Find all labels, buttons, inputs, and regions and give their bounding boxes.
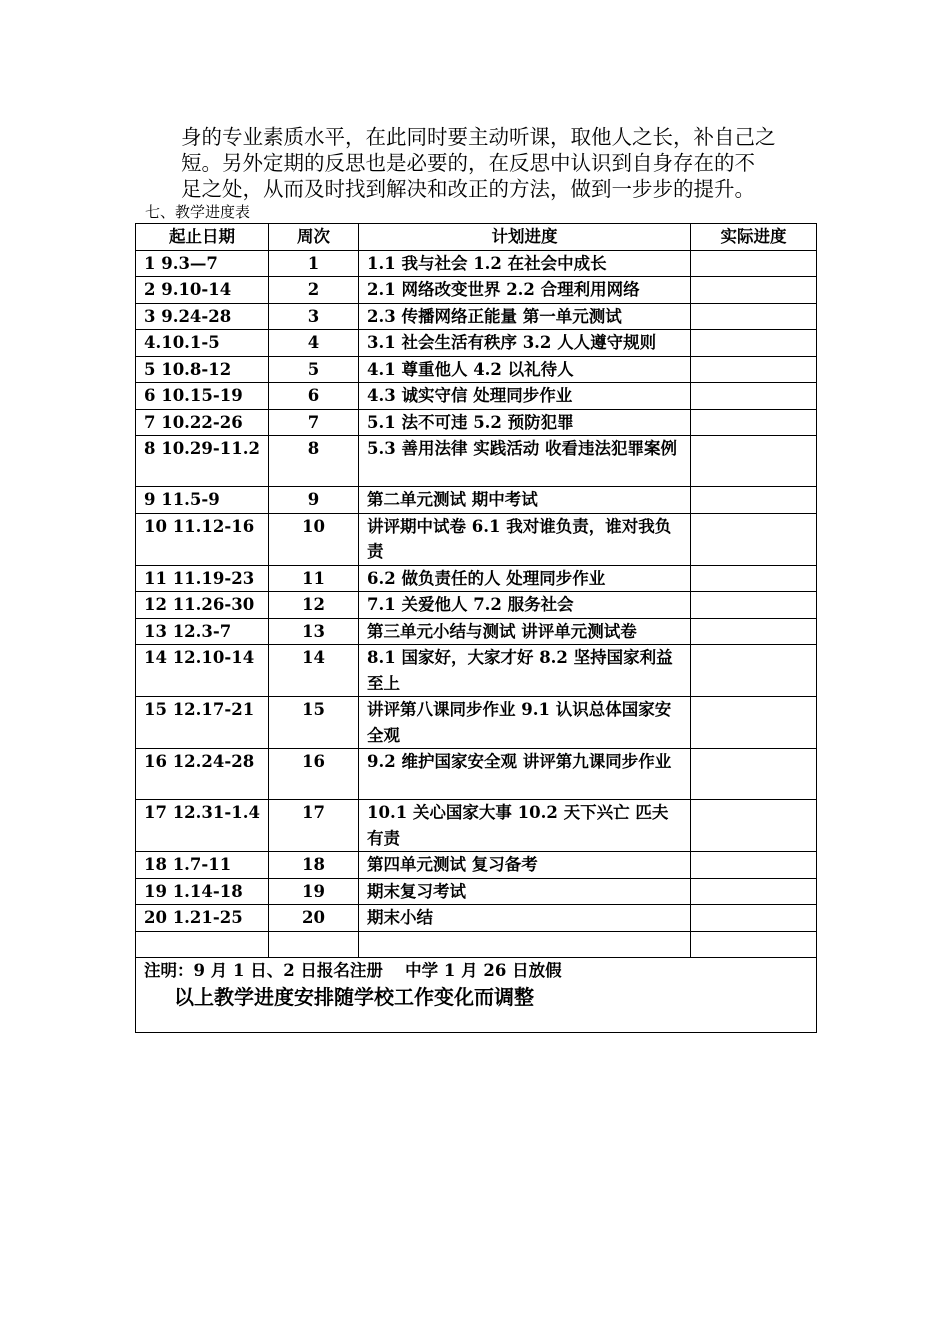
date-cell: 6 10.15-19 [136,383,269,410]
week-cell [269,931,359,957]
table-row [136,645,817,697]
week-cell: 7 [269,409,359,436]
date-cell: 1 9.3—7 [136,250,269,277]
body-paragraph [181,124,821,202]
date-cell: 4.10.1-5 [136,330,269,357]
week-cell: 14 [269,645,359,697]
date-cell: 9 11.5-9 [136,487,269,514]
plan-cell: 期末复习考试 [359,878,691,905]
date-cell: 17 12.31-1.4 [136,800,269,852]
week-cell: 6 [269,383,359,410]
actual-cell [691,565,817,592]
actual-cell [691,513,817,565]
plan-cell: 1.1 我与社会 1.2 在社会中成长 [359,250,691,277]
table-header-row [136,224,817,251]
plan-cell: 2.3 传播网络正能量 第一单元测试 [359,303,691,330]
date-cell: 10 11.12-16 [136,513,269,565]
plan-cell: 第三单元小结与测试 讲评单元测试卷 [359,618,691,645]
date-cell: 19 1.14-18 [136,878,269,905]
table-row [136,487,817,514]
week-cell: 20 [269,905,359,932]
actual-cell [691,800,817,852]
week-cell: 13 [269,618,359,645]
actual-cell [691,277,817,304]
header-date: 起止日期 [136,224,269,251]
actual-cell [691,330,817,357]
week-cell: 15 [269,697,359,749]
actual-cell [691,303,817,330]
plan-cell: 10.1 关心国家大事 10.2 天下兴亡 匹夫有责 [359,800,691,852]
plan-cell: 4.3 诚实守信 处理同步作业 [359,383,691,410]
table-row [136,303,817,330]
paragraph-line: 足之处，从而及时找到解决和改正的方法，做到一步步的提升。 [181,177,755,201]
actual-cell [691,383,817,410]
header-actual: 实际进度 [691,224,817,251]
plan-cell: 7.1 关爱他人 7.2 服务社会 [359,592,691,619]
table-row [136,436,817,487]
plan-cell: 2.1 网络改变世界 2.2 合理利用网络 [359,277,691,304]
table-row [136,618,817,645]
actual-cell [691,852,817,879]
actual-cell [691,250,817,277]
plan-cell: 8.1 国家好，大家才好 8.2 坚持国家利益至上 [359,645,691,697]
plan-cell: 3.1 社会生活有秩序 3.2 人人遵守规则 [359,330,691,357]
schedule-table [135,223,817,1033]
week-cell: 8 [269,436,359,487]
plan-cell: 期末小结 [359,905,691,932]
plan-cell: 9.2 维护国家安全观 讲评第九课同步作业 [359,749,691,800]
week-cell: 3 [269,303,359,330]
table-row [136,905,817,932]
week-cell: 16 [269,749,359,800]
actual-cell [691,645,817,697]
actual-cell [691,592,817,619]
week-cell: 11 [269,565,359,592]
section-title: 七、教学进度表 [145,203,251,221]
plan-cell: 第四单元测试 复习备考 [359,852,691,879]
week-cell: 4 [269,330,359,357]
table-row [136,250,817,277]
paragraph-line: 短。另外定期的反思也是必要的，在反思中认识到自身存在的不 [181,151,755,175]
plan-cell: 讲评第八课同步作业 9.1 认识总体国家安全观 [359,697,691,749]
table-row [136,878,817,905]
note-cell [136,957,817,1032]
week-cell: 19 [269,878,359,905]
plan-cell: 第二单元测试 期中考试 [359,487,691,514]
actual-cell [691,409,817,436]
date-cell: 2 9.10-14 [136,277,269,304]
table-row [136,931,817,957]
table-row [136,697,817,749]
week-cell: 12 [269,592,359,619]
note-line: 注明：9 月 1 日、2 日报名注册 中学 1 月 26 日放假 [144,960,562,980]
week-cell: 1 [269,250,359,277]
date-cell: 12 11.26-30 [136,592,269,619]
paragraph-line: 身的专业素质水平，在此同时要主动听课，取他人之长，补自己之 [181,125,776,149]
plan-cell: 5.1 法不可违 5.2 预防犯罪 [359,409,691,436]
note-line: 以上教学进度安排随学校工作变化而调整 [174,984,534,1009]
date-cell: 11 11.19-23 [136,565,269,592]
table-row [136,592,817,619]
plan-cell [359,931,691,957]
plan-cell: 4.1 尊重他人 4.2 以礼待人 [359,356,691,383]
date-cell: 8 10.29-11.2 [136,436,269,487]
date-cell: 20 1.21-25 [136,905,269,932]
date-cell: 16 12.24-28 [136,749,269,800]
table-row [136,330,817,357]
table-row [136,800,817,852]
table-row [136,852,817,879]
table-row [136,513,817,565]
date-cell: 7 10.22-26 [136,409,269,436]
header-week: 周次 [269,224,359,251]
table-row [136,409,817,436]
actual-cell [691,878,817,905]
date-cell: 18 1.7-11 [136,852,269,879]
plan-cell: 6.2 做负责任的人 处理同步作业 [359,565,691,592]
date-cell: 14 12.10-14 [136,645,269,697]
actual-cell [691,436,817,487]
week-cell: 10 [269,513,359,565]
table-row [136,356,817,383]
date-cell: 3 9.24-28 [136,303,269,330]
date-cell [136,931,269,957]
actual-cell [691,749,817,800]
actual-cell [691,905,817,932]
actual-cell [691,618,817,645]
actual-cell [691,356,817,383]
plan-cell: 讲评期中试卷 6.1 我对谁负责，谁对我负责 [359,513,691,565]
plan-cell: 5.3 善用法律 实践活动 收看违法犯罪案例 [359,436,691,487]
actual-cell [691,931,817,957]
week-cell: 5 [269,356,359,383]
week-cell: 17 [269,800,359,852]
actual-cell [691,487,817,514]
week-cell: 2 [269,277,359,304]
table-row [136,383,817,410]
week-cell: 9 [269,487,359,514]
date-cell: 15 12.17-21 [136,697,269,749]
week-cell: 18 [269,852,359,879]
table-row [136,277,817,304]
table-row [136,565,817,592]
header-plan: 计划进度 [359,224,691,251]
table-row [136,749,817,800]
actual-cell [691,697,817,749]
date-cell: 13 12.3-7 [136,618,269,645]
note-row [136,957,817,1032]
date-cell: 5 10.8-12 [136,356,269,383]
